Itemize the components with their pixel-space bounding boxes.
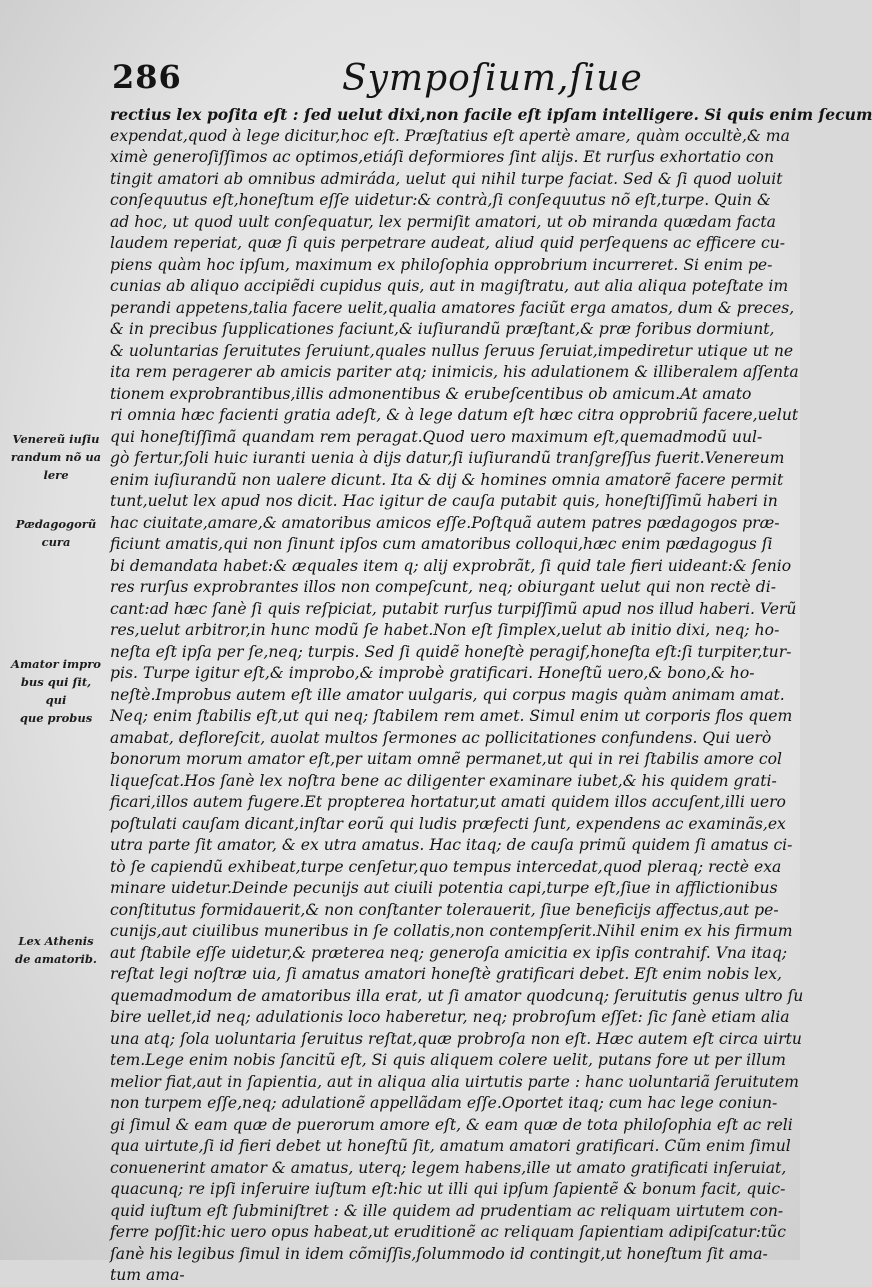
text-line: reſtat legi noſtræ uia, ſi amatus amatori honeſtè gratificari debet. Eſt enim nobis lex,	[110, 965, 783, 983]
text-line: liqueſcat.Hos ſanè lex noſtra bene ac diligenter examinare iubet,& his quidem grati-	[110, 771, 777, 790]
text-line: neſta eſt ipſa per ſe,neq; turpis. Sed ſi quidẽ honeſtè peragif,honeſta eſt:ſi turpiter,tur-	[110, 642, 792, 661]
page-number: 286	[112, 58, 182, 96]
text-line: conſequutus eſt,honeſtum eſſe uidetur:& contrà,ſi conſequutus nõ eſt,turpe. Quin &	[110, 191, 771, 209]
text-line: conuenerint amator & amatus, uterq; legem habens,ille ut amato gratificati inſeruiat,	[110, 1158, 787, 1177]
text-line: tionem exprobrantibus,illis admonentibus & erubeſcentibus ob amicum.At amato	[110, 384, 752, 403]
text-line: quid iuſtum eſt ſubminiſtret : & ille quidem ad prudentiam ac reliquam uirtutem con-	[110, 1201, 784, 1220]
text-line: pis. Turpe igitur eſt,& improbo,& improbè gratificari. Honeſtũ uero,& bono,& ho-	[110, 664, 755, 682]
text-line: una atq; ſola uoluntaria ſeruitus reſtat,quæ probroſa non eſt. Hæc autem eſt circa uirtu	[110, 1029, 802, 1048]
text-line: ri omnia hæc facienti gratia adeſt, & à lege datum eſt hæc citra opprobriũ facere,uelut	[110, 406, 799, 424]
text-line: expendat,quod à lege dicitur,hoc eſt. Præſtatius eſt apertè amare, quàm occultè,& ma	[110, 126, 790, 145]
text-line: ximè generoſiſſimos ac optimos,etiáſi deformiores ſint alijs. Et rurſus exhortatio con	[110, 148, 774, 166]
margin-note	[10, 515, 102, 551]
text-line: amabat, defloreſcit, auolat multos ſermones ac pollicitationes confundens. Qui uerò	[110, 728, 772, 747]
text-line: quacunq; re ipſi inſeruire iuſtum eſt:hic ut illi qui ipſum ſapientẽ & bonum facit, quic-	[110, 1180, 786, 1198]
text-line: ficiunt amatis,qui non ſinunt ipſos cum amatoribus colloqui,hæc enim pædagogus ſi	[110, 535, 773, 553]
text-line: enim iuſiurandũ non ualere dicunt. Ita & dij & homines omnia amatorẽ facere permit	[110, 470, 784, 489]
text-line: ſanè his legibus ſimul in idem cõmiſſis,ſolummodo id contingit,ut honeſtum ſit ama-	[110, 1244, 768, 1263]
text-line: rectius lex poſita eſt : ſed uelut dixi,non facile eſt ipſam intelligere. Si quis enim ſecum	[110, 105, 872, 124]
text-line: melior fiat,aut in ſapientia, aut in aliqua alia uirtutis parte : hanc uoluntariã ſeruitutem	[110, 1072, 799, 1091]
text-line: aut ſtabile eſſe uidetur,& præterea neq; generoſa amicitia ex ipſis contrahif. Vna itaq;	[110, 943, 788, 962]
text-line: tem.Lege enim nobis ſancitũ eſt, Si quis aliquem colere uelit, putans fore ut per illum	[110, 1051, 786, 1069]
text-line: ita rem peragerer ab amicis pariter atq; inimicis, his adulationem & illiberalem aſſenta	[110, 363, 799, 381]
margin-note	[10, 655, 102, 727]
text-line: minare uidetur.Deinde pecunijs aut ciuili potentia capi,turpe eſt,ſiue in afflictionibus	[110, 879, 778, 897]
margin-note-line: de amatorib.	[15, 952, 97, 966]
text-line: tum ama-	[110, 1266, 185, 1284]
text-line: & uoluntarias ſeruitutes ſeruiunt,quales nullus ſeruus ſeruiat,impediretur utique ut ne	[110, 341, 794, 360]
text-line: res,uelut arbitror,in hunc modũ ſe habet.Non eſt ſimplex,uelut ab initio dixi, neq; ho-	[110, 621, 780, 639]
text-line: qua uirtute,ſi id fieri debet ut honeſtũ ſit, amatum amatori gratificari. Cũm enim ſimul	[110, 1137, 791, 1155]
text-line: bire uellet,id neq; adulationis loco haberetur, neq; probroſum eſſet: ſic ſanè etiam alia	[110, 1008, 790, 1026]
margin-note-line: cura	[41, 535, 71, 549]
text-line: ad hoc, ut quod uult conſequatur, lex permiſit amatori, ut ob miranda quædam facta	[110, 212, 776, 231]
margin-note-line: Amator impro	[11, 657, 101, 671]
text-line: ferre poſſit:hic uero opus habeat,ut eruditionẽ ac reliquam ſapientiam adipiſcatur:tũc	[110, 1223, 786, 1241]
margin-note-line: randum nõ ua	[10, 450, 102, 464]
text-line: quemadmodum de amatoribus illa erat, ut ſi amator quodcunq; ſeruitutis genus ultro ſu	[110, 986, 804, 1005]
text-line: conſtitutus formidauerit,& non conſtanter tolerauerit, ſiue beneficijs affectus,aut pe-	[110, 900, 779, 919]
text-line: non turpem eſſe,neq; adulationẽ appellãdam eſſe.Oportet itaq; cum hac lege coniun-	[110, 1094, 778, 1112]
text-line: cunijs,aut ciuilibus muneribus in ſe collatis,non contempſerit.Nihil enim ex his firmum	[110, 922, 793, 940]
text-line: neſtè.Improbus autem eſt ille amator uulgaris, qui corpus magis quàm animam amat.	[110, 685, 785, 704]
text-line: cunias ab aliquo accipiẽdi cupidus quis, aut in magiſtratu, aut alia aliqua poteſtate im	[110, 277, 789, 295]
margin-note-line: Venereũ iuſiu	[12, 432, 100, 446]
text-line: ficari,illos autem fugere.Et propterea hortatur,ut amati quidem illos accuſent,illi uero	[110, 793, 786, 811]
running-title: Sympoſium,ſiue	[342, 58, 643, 99]
text-line: res rurſus exprobrantes illos non compeſcunt, neq; obiurgant uelut qui non rectè di-	[110, 578, 776, 596]
margin-note-line: que probus	[19, 711, 93, 725]
text-line: tunt,uelut lex apud nos dicit. Hac igitur de cauſa putabit quis, honeſtiſſimũ haberi in	[110, 492, 778, 510]
text-line: bi demandata habet:& æquales item q; alij exprobrãt, ſi quid tale fieri uideant:& ſenio	[110, 556, 792, 575]
text-line: poſtulati cauſam dicant,inſtar eorũ qui ludis præfecti ſunt, expendens ac examinãs,ex	[110, 814, 786, 833]
margin-note-line: Pædagogorũ	[15, 517, 97, 531]
text-line: tingit amatori ab omnibus admiráda, uelut qui nihil turpe faciat. Sed & ſi quod uoluit	[110, 169, 783, 188]
text-line: Neq; enim ſtabilis eſt,ut qui neq; ſtabilem rem amet. Simul enim ut corporis flos quem	[110, 707, 793, 725]
margin-note	[10, 430, 102, 484]
page-header	[100, 58, 643, 106]
text-line: piens quàm hoc ipſum, maximum ex philoſophia opprobrium incurreret. Si enim pe-	[110, 255, 773, 274]
margin-note-line: bus qui ſit, qui	[20, 675, 92, 707]
text-line: laudem reperiat, quæ ſi quis perpetrare audeat, aliud quid perſequens ac efficere cu-	[110, 234, 786, 252]
body-text	[110, 104, 872, 1287]
text-line: gi ſimul & eam quæ de puerorum amore eſt, & eam quæ de tota philoſophia eſt ac reli	[110, 1115, 793, 1134]
margin-note-line: Lex Athenis	[18, 934, 94, 948]
text-line: utra parte ſit amator, & ex utra amatus. Hac itaq; de cauſa primũ quidem ſi amatus ci-	[110, 836, 793, 854]
text-line: cant:ad hæc ſanè ſi quis reſpiciat, putabit rurſus turpiſſimũ apud nos illud haberi. Verũ	[110, 599, 797, 618]
margin-note-line: lere	[43, 468, 69, 482]
text-line: tò ſe capiendũ exhibeat,turpe cenſetur,quo tempus intercedat,quod pleraq; rectè exa	[110, 857, 782, 876]
text-line: qui honeſtiſſimã quandam rem peragat.Quod uero maximum eſt,quemadmodũ uul-	[110, 427, 763, 446]
margin-note	[10, 932, 102, 968]
text-line: bonorum morum amator eſt,per uitam omnẽ permanet,ut qui in rei ſtabilis amore col	[110, 750, 783, 768]
text-line: & in precibus ſupplicationes faciunt,& iuſiurandũ præſtant,& præ foribus dormiunt,	[110, 320, 775, 338]
text-line: gò fertur,ſoli huic iuranti uenia à dijs datur,ſi iuſiurandũ tranſgreſſus fuerit.Venereum	[110, 449, 785, 467]
text-line: hac ciuitate,amare,& amatoribus amicos eſſe.Poſtquã autem patres pædagogos præ-	[110, 513, 780, 532]
text-line: perandi appetens,talia facere uelit,qualia amatores faciũt erga amatos, dum & preces,	[110, 298, 795, 317]
